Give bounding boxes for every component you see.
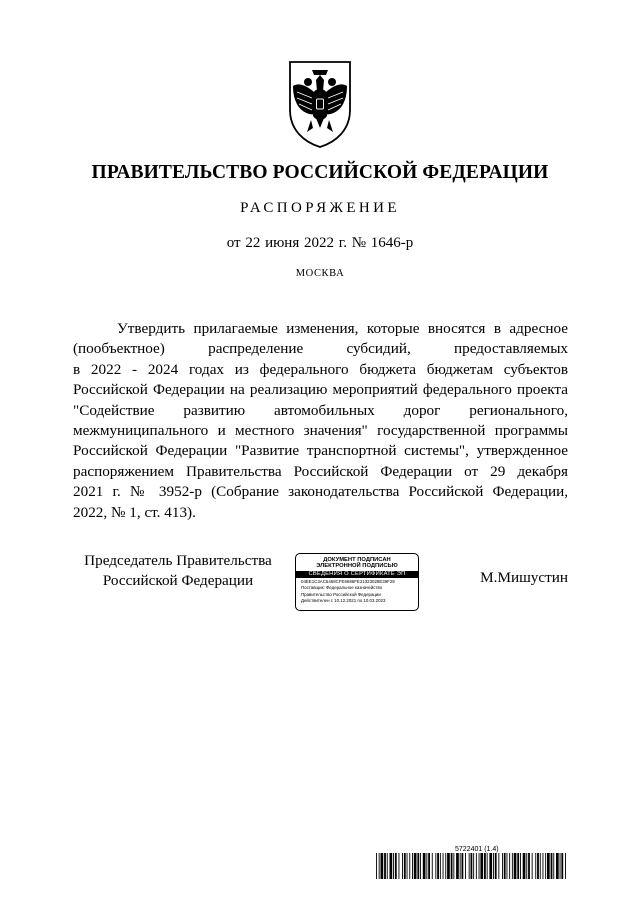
- stamp-certificate-header: СВЕДЕНИЯ О СЕРТИФИКАТЕ ЭП: [296, 571, 418, 578]
- city-name: МОСКВА: [295, 268, 345, 279]
- stamp-signature-label: ЭЛЕКТРОННОЙ ПОДПИСЬЮ: [316, 563, 398, 570]
- order-text-line: Утвердить прилагаемые изменения, которые вносятся в адресное: [117, 320, 568, 337]
- stamp-signed-label: ДОКУМЕНТ ПОДПИСАН: [323, 557, 391, 563]
- order-text: [73, 319, 568, 523]
- electronic-signature-stamp: [295, 553, 419, 611]
- order-text-line: 2021 г. № 3952-р (Собрание законодательства Российской Федерации,: [73, 483, 568, 501]
- order-text-line: Российской Федерации "Развитие транспортной системы", утвержденное: [73, 442, 568, 460]
- stamp-validity: Действителен с 10.12.2021 по 10.03.2023: [301, 598, 386, 604]
- signatory-position-line: Председатель Правительства: [84, 552, 272, 569]
- order-text-line: (пообъектное) распределение субсидий, предоставляемых: [73, 340, 568, 358]
- document-type: РАСПОРЯЖЕНИЕ: [240, 200, 400, 216]
- signatory-position-line: Российской Федерации: [102, 572, 254, 589]
- stamp-owner: Правительство Российской Федерации: [301, 591, 381, 597]
- stamp-serial-number: 04EE1C3AC5468CFE6686FE21323028E39F29: [301, 578, 395, 584]
- stamp-issuer: Поставщик: Федеральное казначейство: [301, 585, 383, 591]
- order-text-line: в 2022 - 2024 годах из федерального бюджета бюджетам субъектов: [73, 360, 568, 378]
- signer-name: М.Мишустин: [480, 569, 568, 586]
- government-title: ПРАВИТЕЛЬСТВО РОССИЙСКОЙ ФЕДЕРАЦИИ: [91, 162, 549, 183]
- coat-of-arms-emblem: [281, 58, 359, 150]
- document-reference-code: 5722401 (1.4): [455, 846, 499, 853]
- order-text-line: распоряжением Правительства Российской Федерации от 29 декабря: [73, 462, 568, 480]
- order-text-line: межмуниципального и местного значения" государственной программы: [73, 422, 568, 440]
- date-and-number: от 22 июня 2022 г. № 1646-р: [226, 235, 414, 251]
- signatory-position: [78, 551, 278, 591]
- barcode: [376, 853, 568, 879]
- order-text-line: Российской Федерации на реализацию мероприятий федерального проекта: [73, 381, 568, 399]
- order-text-line: "Содействие развитию автомобильных дорог регионального,: [73, 401, 568, 419]
- order-text-line: 2022, № 1, ст. 413).: [73, 503, 196, 521]
